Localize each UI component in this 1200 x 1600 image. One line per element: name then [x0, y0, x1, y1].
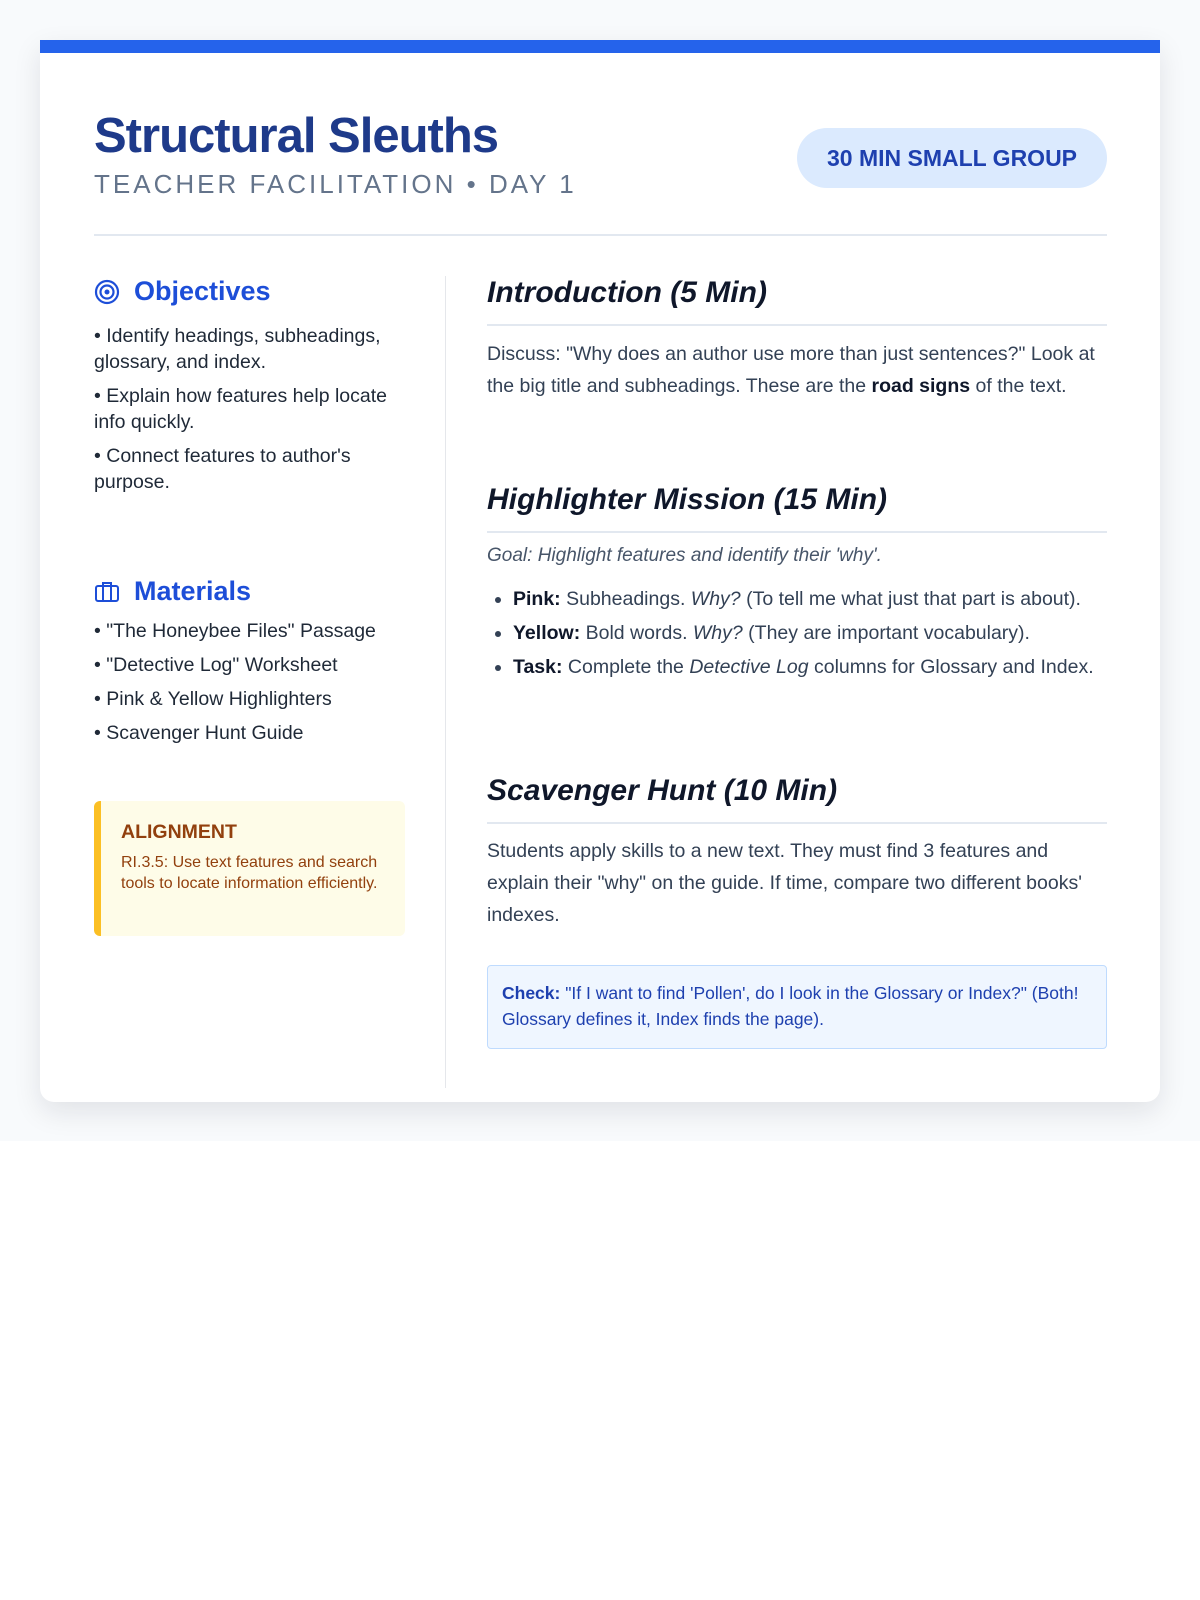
mission-list: [487, 586, 1123, 688]
objectives-list: [94, 323, 414, 503]
list-item: • Scavenger Hunt Guide: [94, 722, 304, 744]
alignment-title: ALIGNMENT: [121, 821, 237, 843]
intro-text-end: of the text.: [970, 375, 1067, 397]
materials-heading: [94, 576, 251, 607]
briefcase-icon: [94, 579, 120, 605]
check-label: Check:: [502, 983, 561, 1003]
hunt-text: Students apply skills to a new text. They must find 3 features and explain their "why" on the guide. If time, compare two different books' indexes.: [487, 840, 1082, 926]
item-detail: (To tell me what just that part is about).: [740, 588, 1081, 610]
header-divider: [94, 234, 1107, 236]
list-item: [513, 586, 1123, 612]
item-text: Subheadings.: [560, 588, 691, 610]
hunt-heading: Scavenger Hunt (10 Min): [487, 772, 1107, 824]
check-text: "If I want to find 'Pollen', do I look in the Glossary or Index?" (Both! Glossary defines it, Index finds the page).: [502, 983, 1079, 1029]
list-item: • Pink & Yellow Highlighters: [94, 688, 332, 710]
objectives-heading-label: Objectives: [134, 276, 271, 306]
intro-text-start: Discuss: "Why does an author use more than just sentences?" Look at the big title and subheadings. These are the: [487, 343, 1095, 397]
item-text: Complete the: [562, 656, 690, 678]
materials-list: [94, 618, 414, 754]
alignment-text: RI.3.5: Use text features and search tools to locate information efficiently.: [121, 854, 378, 892]
list-item: [513, 620, 1123, 646]
accent-bar: [40, 40, 1160, 53]
list-item: • Identify headings, subheadings, glossary, and index.: [94, 325, 381, 373]
materials-heading-label: Materials: [134, 576, 252, 606]
page-title: Structural Sleuths: [94, 109, 499, 163]
duration-badge: 30 MIN SMALL GROUP: [797, 128, 1107, 188]
list-item: [513, 654, 1123, 680]
item-detail: columns for Glossary and Index.: [808, 656, 1094, 678]
mission-heading: Highlighter Mission (15 Min): [487, 481, 1107, 533]
list-item: • "Detective Log" Worksheet: [94, 654, 338, 676]
objectives-heading: [94, 276, 271, 307]
item-text: Bold words.: [580, 622, 693, 644]
column-divider: [445, 276, 446, 1088]
mission-goal: Goal: Highlight features and identify their 'why'.: [487, 545, 882, 566]
item-why: Detective Log: [689, 656, 809, 678]
item-label: Pink:: [513, 588, 561, 610]
item-label: Task:: [513, 656, 563, 678]
intro-heading: Introduction (5 Min): [487, 274, 1107, 326]
list-item: • "The Honeybee Files" Passage: [94, 620, 376, 642]
page-subtitle: TEACHER FACILITATION • DAY 1: [94, 169, 577, 199]
list-item: • Explain how features help locate info quickly.: [94, 385, 388, 433]
item-detail: (They are important vocabulary).: [742, 622, 1030, 644]
intro-text: [487, 338, 1107, 402]
list-item: • Connect features to author's purpose.: [94, 445, 351, 493]
lesson-card: [40, 40, 1160, 1102]
item-label: Yellow:: [513, 622, 581, 644]
item-why: Why?: [692, 622, 743, 644]
alignment-box: [94, 801, 405, 936]
intro-text-bold: road signs: [871, 375, 971, 397]
check-box: [487, 965, 1107, 1049]
target-icon: [94, 279, 120, 305]
item-why: Why?: [690, 588, 741, 610]
